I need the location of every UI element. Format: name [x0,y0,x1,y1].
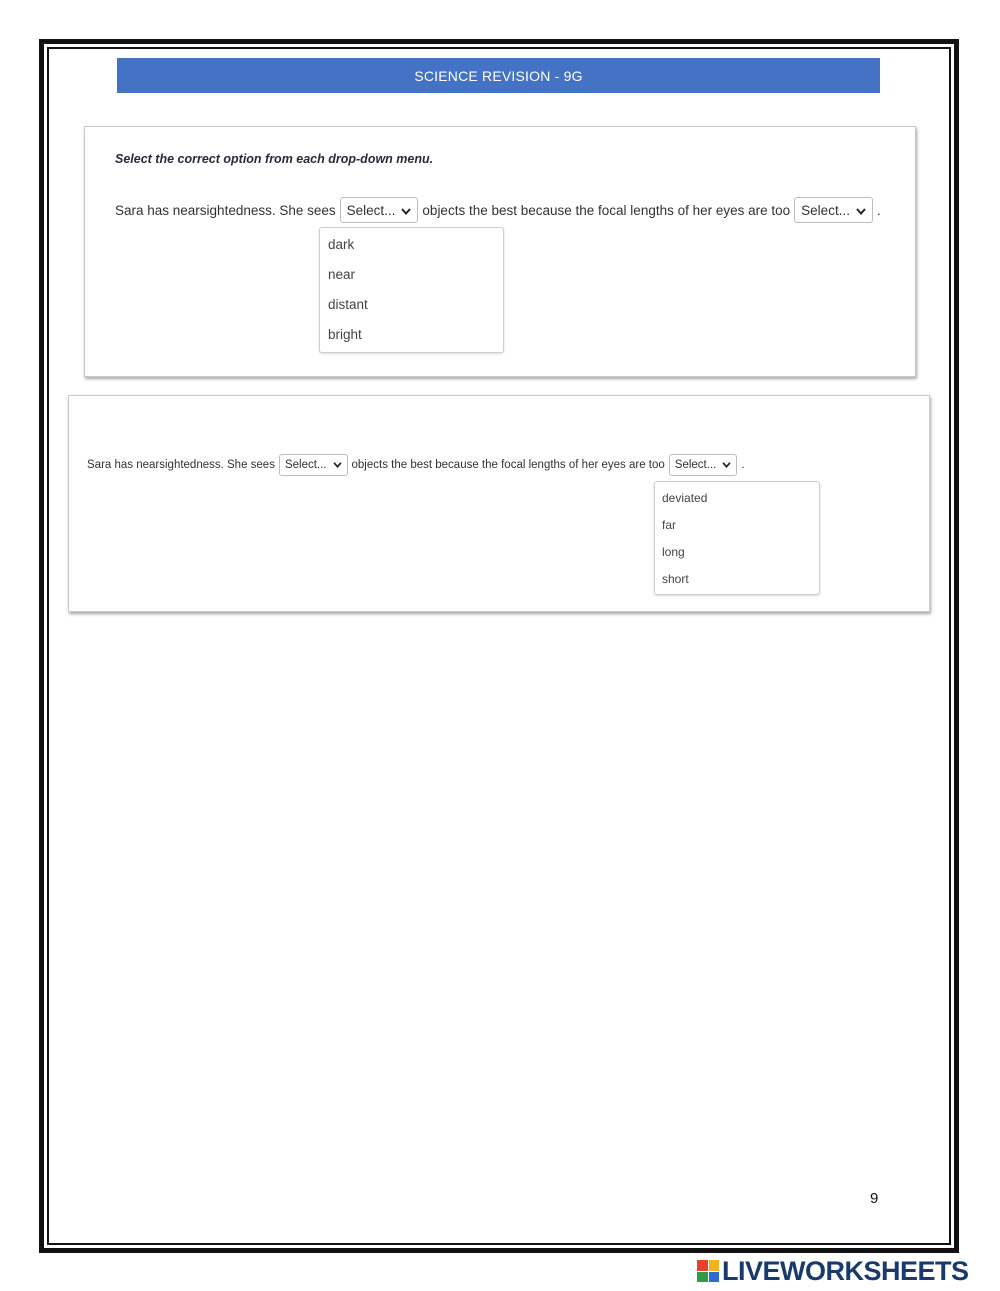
chevron-down-icon [401,203,411,218]
dropdown-option[interactable]: near [328,267,356,282]
sentence-end: . [741,459,745,471]
dropdown-option[interactable]: dark [328,237,355,252]
page-title: SCIENCE REVISION - 9G [414,67,583,84]
dropdown-option[interactable]: long [662,545,685,559]
dropdown-option[interactable]: deviated [662,491,708,505]
sentence-part-2: objects the best because the focal lengths of her eyes are too [422,202,791,218]
answer-select-1[interactable] [340,197,419,223]
instruction-text: Select the correct option from each drop-down menu. [115,152,434,166]
exercise-card-1 [84,126,916,377]
answer-select-2[interactable] [669,454,738,476]
dropdown-menu-1 [319,227,504,353]
answer-select-1[interactable] [279,454,348,476]
select-value: Select... [346,202,396,218]
sentence-part-1: Sara has nearsightedness. She sees [115,202,336,218]
brand-name: LIVEWORKSHEETS [722,1255,969,1286]
select-value: Select... [801,202,850,218]
select-value: Select... [284,459,327,471]
question-sentence [87,454,745,476]
question-sentence [115,197,881,223]
dropdown-menu-2 [654,481,820,595]
dropdown-option[interactable]: far [662,518,677,532]
page-title-banner [117,58,880,93]
sentence-end: . [876,202,881,218]
logo-mark-icon [697,1260,719,1282]
sentence-part-2: objects the best because the focal lengths of her eyes are too [351,459,665,471]
dropdown-option[interactable]: short [662,572,689,586]
chevron-down-icon [856,203,866,218]
page-number: 9 [870,1190,879,1207]
dropdown-option[interactable]: distant [328,297,368,312]
select-value: Select... [674,459,717,471]
answer-select-2[interactable] [794,197,873,223]
chevron-down-icon [333,459,342,471]
chevron-down-icon [722,459,731,471]
liveworksheets-logo [697,1256,969,1286]
exercise-card-2 [68,395,930,612]
sentence-part-1: Sara has nearsightedness. She sees [87,459,275,471]
dropdown-option[interactable]: bright [328,327,362,342]
